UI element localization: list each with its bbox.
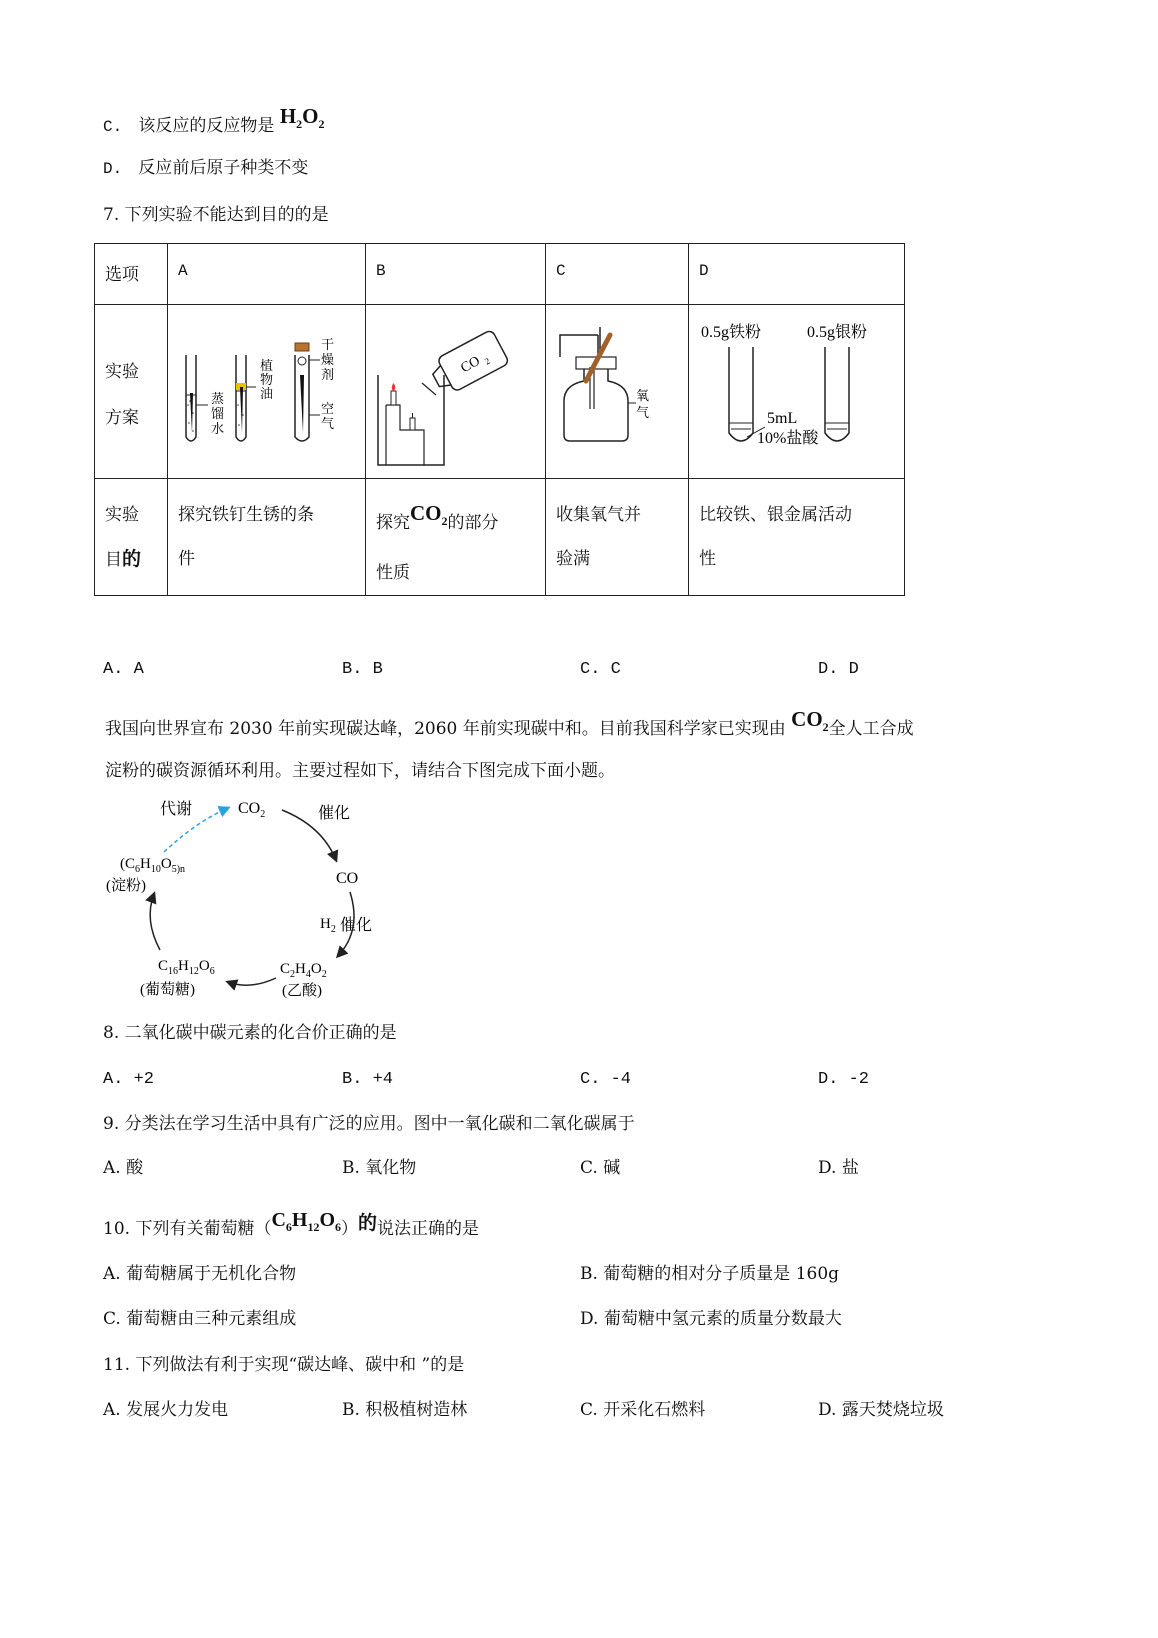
figure-a-iron-nail-tubes [168,305,365,473]
option-text: 该反应的反应物是 [138,116,275,136]
q6-option-d [103,156,308,181]
q7-stem: 7. 下列实验不能达到目的的是 [103,205,329,225]
cycle-catalyze-2: 催化 [340,917,373,934]
q10-option-d: D. 葡萄糖中氢元素的质量分数最大 [580,1309,842,1329]
q10-stem: 10. 下列有关葡萄糖$(C_6H_{12}O_6)$的说法正确的是 [103,1209,480,1239]
formula-co2: $CO_2$ [791,707,829,735]
q8-stem: 8. 二氧化碳中碳元素的化合价正确的是 [103,1023,397,1043]
figure-b-co2-candles [366,305,545,473]
table-header-cell: D [689,244,905,305]
table-header-cell: 选项 [95,244,168,305]
figure-c-gas-bottle [546,305,688,473]
svg-text:燥: 燥 [321,352,335,367]
q11-option-d: D. 露天焚烧垃圾 [818,1400,944,1420]
cycle-co2: $CO_2$ [238,800,266,820]
purpose-c: 收集氧气并 验满 [546,479,689,596]
label-plant-oil: 植 [260,358,274,373]
svg-text:剂: 剂 [321,367,335,382]
svg-text:2: 2 [482,355,492,367]
cycle-acetic-name: (乙酸) [282,983,322,999]
svg-text:油: 油 [260,386,274,401]
intro-line-1: 我国向世界宣布 2030 年前实现碳达峰，2060 年前实现碳中和。目前我国科学家已实现由 $CO_2$全人工合成 [105,707,914,739]
intro-line-2: 淀粉的碳资源循环利用。主要过程如下，请结合下图完成下面小题。 [105,761,615,781]
figure-d-cell [689,305,905,479]
label-co2-bottle: CO [458,353,483,377]
label-silver-powder: 0.5g银粉 [807,324,868,341]
label-desiccant: 干 [321,337,335,352]
cycle-glucose: $C_{16}H_{12}O_6$ [158,958,215,977]
q9-option-b: B. 氧化物 [342,1158,417,1178]
cycle-starch-name: (淀粉) [106,878,146,894]
q10-option-c: C. 葡萄糖由三种元素组成 [103,1309,297,1329]
q7-option-c: C. C [580,660,621,679]
label-5ml: 5mL [767,410,798,427]
q9-option-c: C. 碱 [580,1158,621,1178]
label-oxygen: 氧 [636,388,650,403]
cycle-catalyze-1: 催化 [318,805,351,822]
label-iron-powder: 0.5g铁粉 [701,324,762,341]
q10-option-b: B. 葡萄糖的相对分子质量是 160g [580,1264,840,1284]
purpose-b: 探究$CO_2$的部分 性质 [366,479,546,596]
option-letter: D. [103,160,123,178]
label-distilled-water: 蒸 [211,391,225,406]
figure-d-metal-tubes [689,305,904,473]
cycle-glucose-name: (葡萄糖) [140,982,195,998]
formula-h2o2: $H_2O_2$ [279,104,325,132]
purpose-a: 探究铁钉生锈的条 件 [168,479,366,596]
q10-option-a: A. 葡萄糖属于无机化合物 [103,1264,297,1284]
svg-text:气: 气 [321,416,335,431]
cycle-metabolism: 代谢 [160,801,193,818]
table-header-cell: C [546,244,689,305]
q9-option-a: A. 酸 [103,1158,144,1178]
q11-option-a: A. 发展火力发电 [103,1400,229,1420]
table-header-cell: B [366,244,546,305]
q8-option-a: A. +2 [103,1070,155,1089]
q7-table [94,243,905,596]
purpose-d: 比较铁、银金属活动 性 [689,479,905,596]
q8-option-b: B. +4 [342,1070,394,1089]
cycle-acetic-acid: $C_2H_4O_2$ [280,961,327,980]
cycle-starch: $(C_6H_{10}O_5)n$ [120,856,186,875]
svg-text:气: 气 [636,405,650,420]
q11-option-b: B. 积极植树造林 [342,1400,468,1420]
cycle-h2: $H_2$ [320,916,336,935]
label-hcl: 10%盐酸 [757,430,819,447]
svg-text:水: 水 [211,421,225,436]
q11-stem: 11. 下列做法有利于实现“碳达峰、碳中和 ”的是 [103,1355,465,1375]
figure-b-cell [366,305,546,479]
cycle-co: CO [336,870,359,887]
q7-option-b: B. B [342,660,383,679]
formula-glucose: $C_6H_{12}O_6$ [271,1209,342,1234]
q7-option-d: D. D [818,660,859,679]
q6-option-c [103,104,325,144]
option-letter: C. [103,118,123,136]
svg-text:馏: 馏 [211,406,225,421]
figure-a-cell [168,305,366,479]
q7-option-a: A. A [103,660,144,679]
figure-c-cell [546,305,689,479]
q9-stem: 9. 分类法在学习生活中具有广泛的应用。图中一氧化碳和二氧化碳属于 [103,1114,635,1134]
table-header-cell: A [168,244,366,305]
row-label-scheme: 实验 方案 [95,305,168,479]
q8-option-d: D. -2 [818,1070,870,1089]
label-air: 空 [321,401,335,416]
option-text: 反应前后原子种类不变 [138,158,309,178]
carbon-cycle-diagram [100,790,400,1005]
q8-option-c: C. -4 [580,1070,632,1089]
q9-option-d: D. 盐 [818,1158,859,1178]
q11-option-c: C. 开采化石燃料 [580,1400,706,1420]
row-label-purpose: 实验 目的 [95,479,168,596]
svg-text:物: 物 [260,372,274,387]
